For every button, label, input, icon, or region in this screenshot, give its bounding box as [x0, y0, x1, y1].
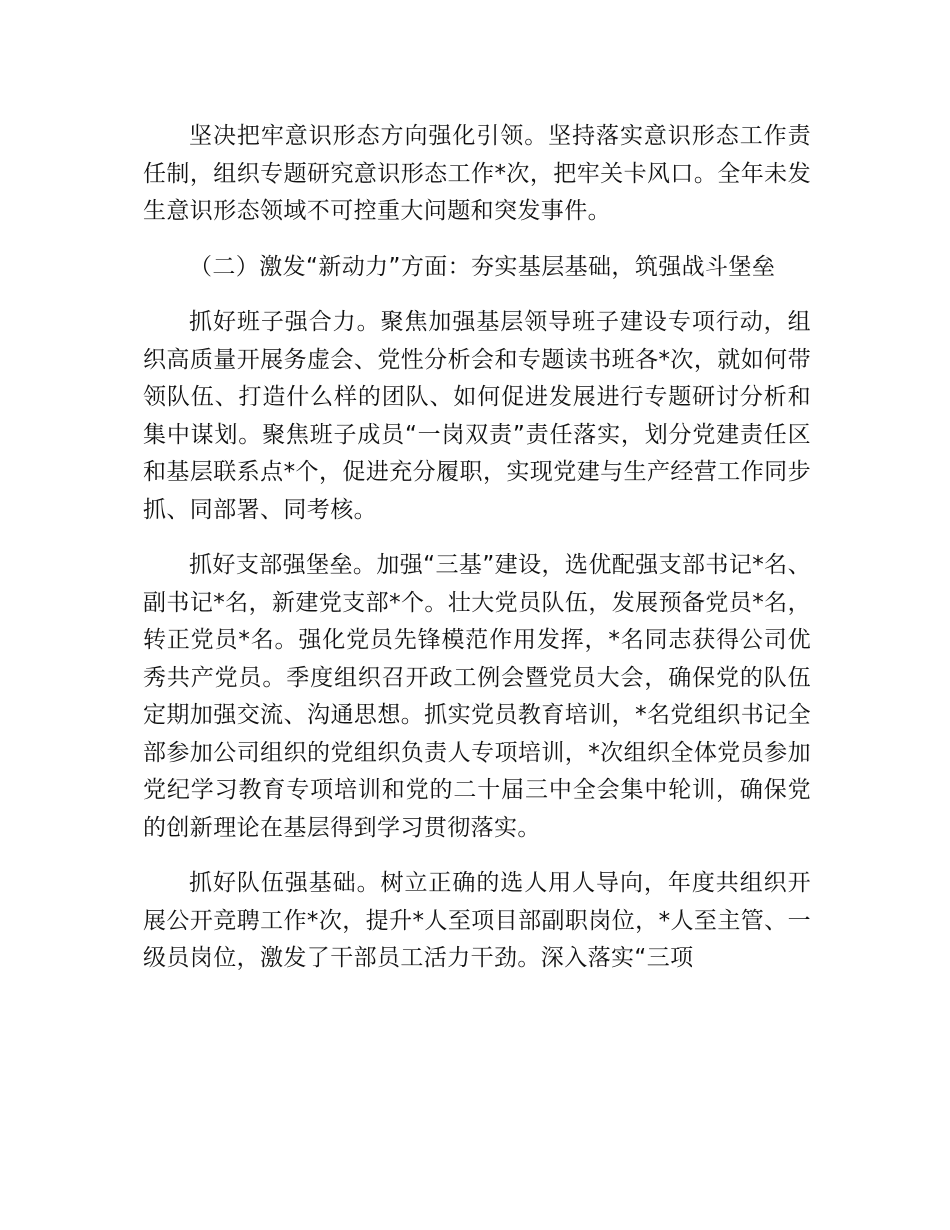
document-body: [143, 118, 811, 978]
paragraph-leadership-team: 抓好班子强合力。聚焦加强基层领导班子建设专项行动，组织高质量开展务虚会、党性分析会和专题读书班各*次，就如何带领队伍、打造什么样的团队、如何促进发展进行专题研讨分析和集中谋划。聚焦班子成员“一岗双责”责任落实，划分党建责任区和基层联系点*个，促进充分履职，实现党建与生产经营工作同步抓、同部署、同考核。: [143, 309, 811, 523]
section-heading: （二）激发“新动力”方面：夯实基层基础，筑强战斗堡垒: [189, 253, 776, 280]
paragraph-party-branch: 抓好支部强堡垒。加强“三基”建设，选优配强支部书记*名、副书记*名，新建党支部*个。壮大党员队伍，发展预备党员*名，转正党员*名。强化党员先锋模范作用发挥，*名同志获得公司优秀共产党员。季度组织召开政工例会暨党员大会，确保党的队伍定期加强交流、沟通思想。抓实党员教育培训，*名党组织书记全部参加公司组织的党组织负责人专项培训，*次组织全体党员参加党纪学习教育专项培训和党的二十届三中全会集中轮训，确保党的创新理论在基层得到学习贯彻落实。: [143, 552, 811, 841]
paragraph-ideology: 坚决把牢意识形态方向强化引领。坚持落实意识形态工作责任制，组织专题研究意识形态工作*次，把牢关卡风口。全年未发生意识形态领域不可控重大问题和突发事件。: [143, 123, 811, 224]
paragraph-team-building: 抓好队伍强基础。树立正确的选人用人导向，年度共组织开展公开竞聘工作*次，提升*人至项目部副职岗位，*人至主管、一级员岗位，激发了干部员工活力干劲。深入落实“三项: [143, 870, 811, 971]
